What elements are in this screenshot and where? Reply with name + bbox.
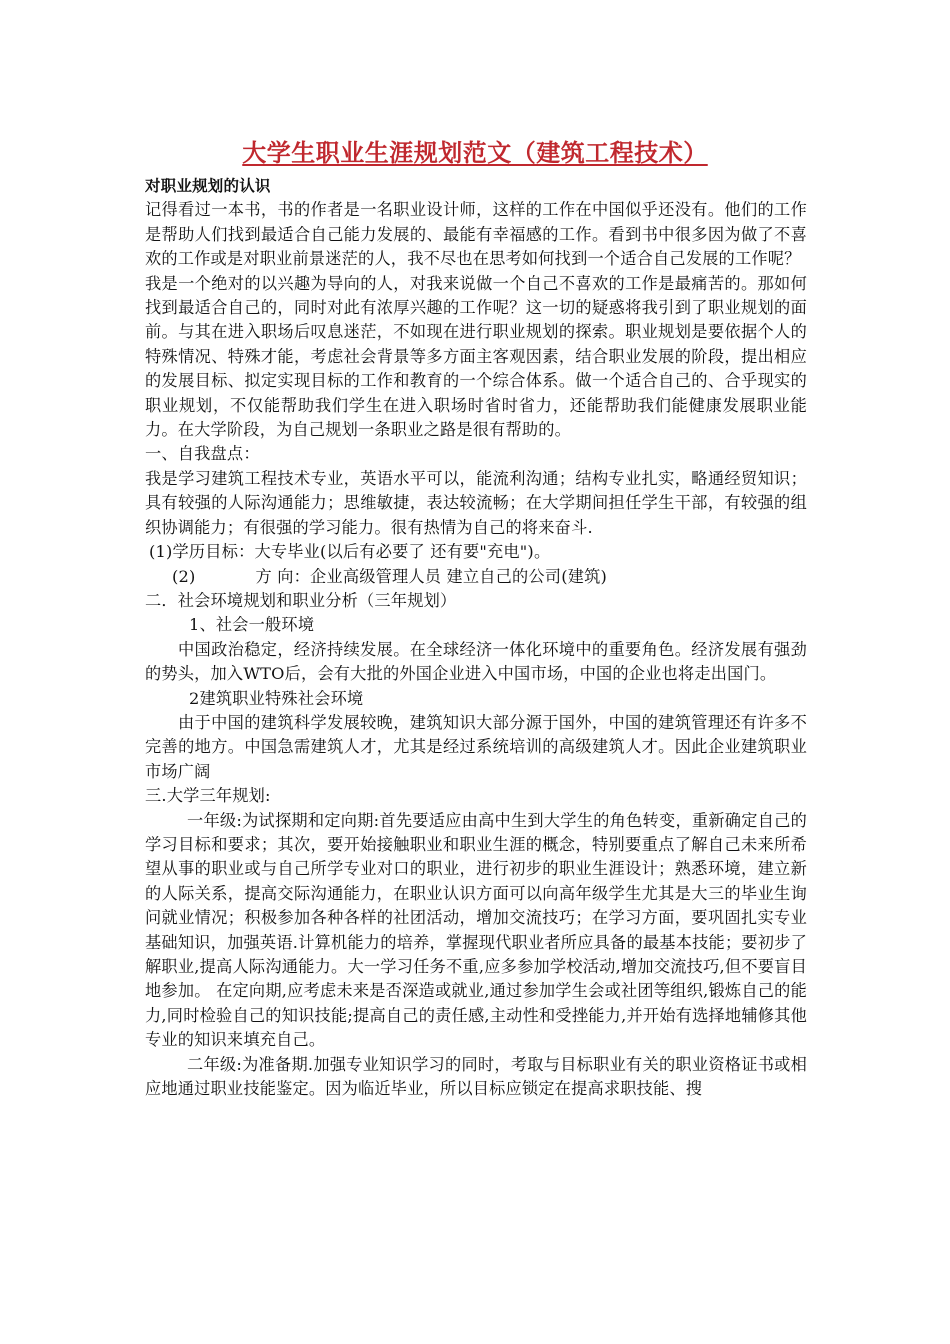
document-title: 大学生职业生涯规划范文（建筑工程技术） [242, 139, 708, 167]
goal-education: (1)学历目标：大专毕业(以后有必要了 还有要"充电")。 [149, 542, 551, 562]
paragraph-general-environment: 中国政治稳定，经济持续发展。在全球经济一体化环境中的重要角色。经济发展有强劲的势头，加入WTO后，会有大批的外国企业进入中国市场，中国的企业也将走出国门。 [145, 639, 807, 684]
goal-direction-number: (2) [172, 566, 196, 586]
section-heading-self-assessment: 一、自我盘点： [145, 444, 260, 464]
paragraph-first-year: 一年级:为试探期和定向期:首先要适应由高中生到大学生的角色转变，重新确定自己的学习目标和要求；其次，要开始接触职业和职业生涯的概念，特别要重点了解自己未来所希望从事的职业或与自己所学专业对口的职业，进行初步的职业生涯设计；熟悉环境，建立新的人际关系，提高交际沟通能力，在职业认识方面可以向高年级学生尤其是大三的毕业生询问就业情况；积极参加各种各样的社团活动，增加交流技巧；在学习方面，要巩固扎实专业基础知识，加强英语.计算机能力的培养，掌握现代职业者所应具备的最基本技能；要初步了解职业,提高人际沟通能力。大一学习任务不重,应多参加学校活动,增加交流技巧,但不要盲目地参加。 在定向期,应考虑未来是否深造或就业,通过参加学生会或社团等组织,锻炼自己的能力,同时检验自己的知识技能;提高自己的责任感,主动性和受挫能力,并开始有选择地辅修其他专业的知识来填充自己。 [145, 810, 807, 1050]
paragraph-self-assessment: 我是学习建筑工程技术专业，英语水平可以，能流利沟通；结构专业扎实，略通经贸知识；具有较强的人际沟通能力；思维敏捷，表达较流畅；在大学期间担任学生干部，有较强的组织协调能力；有很强的学习能力。很有热情为自己的将来奋斗. [145, 468, 807, 537]
paragraph-intro: 记得看过一本书，书的作者是一名职业设计师，这样的工作在中国似乎还没有。他们的工作是帮助人们找到最适合自己能力发展的、最能有幸福感的工作。看到书中很多因为做了不喜欢的工作或是对职业前景迷茫的人，我不尽也在思考如何找到一个适合自己发展的工作呢？ [145, 200, 807, 269]
subheading-general-environment: 1、社会一般环境 [189, 615, 315, 635]
goal-direction-text: 方 向：企业高级管理人员 建立自己的公司(建筑) [255, 566, 608, 586]
subheading-construction-environment: 2建筑职业特殊社会环境 [189, 688, 364, 708]
paragraph-construction-environment: 由于中国的建筑科学发展较晚，建筑知识大部分源于国外，中国的建筑管理还有许多不完善的地方。中国急需建筑人才，尤其是经过系统培训的高级建筑人才。因此企业建筑职业市场广阔 [145, 712, 807, 781]
paragraph-second-year: 二年级:为准备期.加强专业知识学习的同时，考取与目标职业有关的职业资格证书或相应地通过职业技能鉴定。因为临近毕业，所以目标应锁定在提高求职技能、搜 [145, 1054, 807, 1099]
paragraph-interest: 我是一个绝对的以兴趣为导向的人，对我来说做一个自己不喜欢的工作是最痛苦的。那如何找到最适合自己的，同时对此有浓厚兴趣的工作呢？这一切的疑惑将我引到了职业规划的面前。与其在进入职场后叹息迷茫，不如现在进行职业规划的探索。职业规划是要依据个人的特殊情况、特殊才能，考虑社会背景等多方面主客观因素，结合职业发展的阶段，提出相应的发展目标、拟定实现目标的工作和教育的一个综合体系。做一个适合自己的、合乎现实的职业规划，不仅能帮助我们学生在进入职场时省时省力，还能帮助我们能健康发展职业能力。在大学阶段，为自己规划一条职业之路是很有帮助的。 [145, 273, 807, 440]
section-heading-career-planning: 对职业规划的认识 [145, 177, 271, 195]
section-heading-three-year-plan: 三.大学三年规划: [145, 786, 271, 806]
section-heading-social-environment: 二．社会环境规划和职业分析（三年规划） [145, 590, 457, 610]
goal-direction [145, 565, 807, 589]
document-body [145, 174, 807, 1101]
